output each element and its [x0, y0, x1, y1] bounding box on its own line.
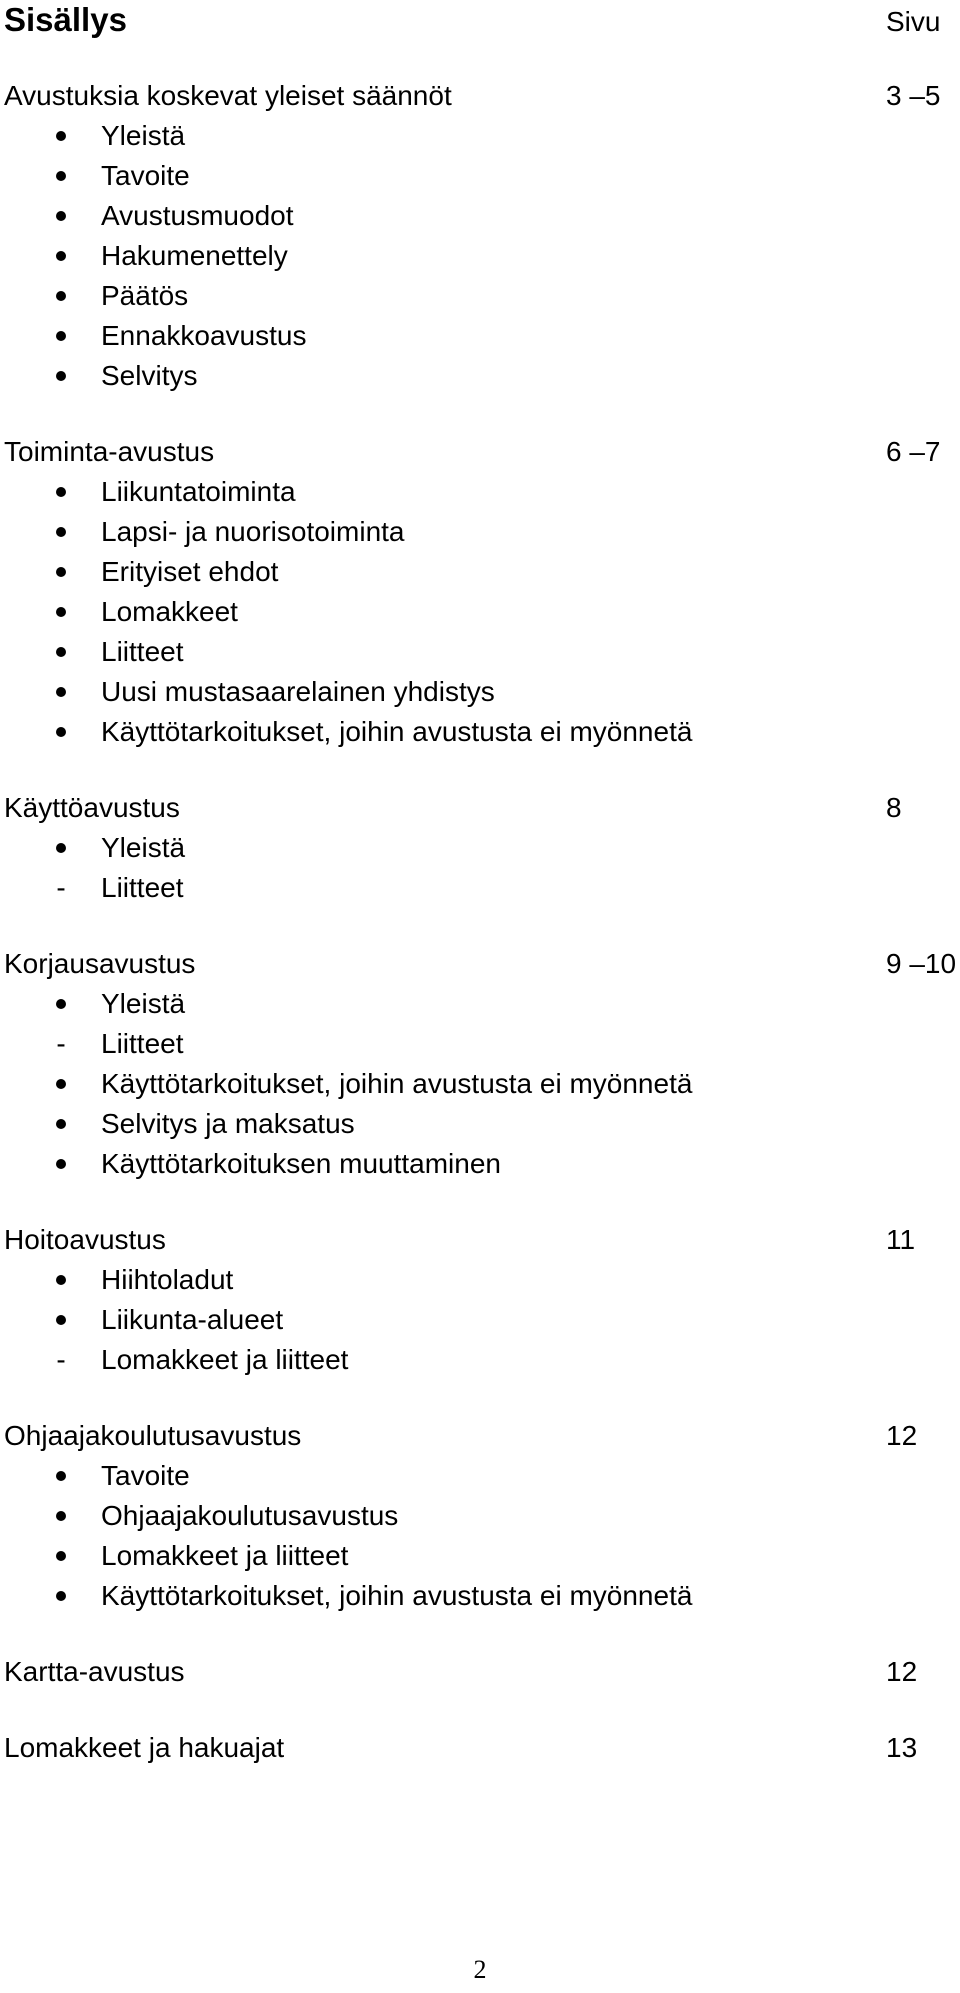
toc-list-item — [0, 672, 960, 712]
section-title: Korjausavustus — [4, 948, 196, 979]
bullet-icon — [50, 1456, 72, 1481]
bullet-icon — [50, 156, 72, 181]
toc-list-item — [0, 1260, 960, 1300]
toc-section-heading — [0, 1728, 960, 1768]
bullet-icon — [50, 1300, 72, 1325]
list-item-label: Yleistä — [101, 988, 186, 1019]
toc-list-item — [0, 156, 960, 196]
list-item-label: Liikunta-alueet — [101, 1304, 284, 1335]
toc-list-item — [0, 1536, 960, 1576]
list-item-label: Käyttötarkoitukset, joihin avustusta ei myönnetä — [101, 716, 693, 747]
section-title: Hoitoavustus — [4, 1224, 166, 1255]
list-item-label: Ennakkoavustus — [101, 320, 307, 351]
section-title: Toiminta-avustus — [4, 436, 215, 467]
table-of-contents — [0, 76, 960, 1804]
section-title: Ohjaajakoulutusavustus — [4, 1420, 302, 1451]
bullet-icon — [50, 356, 72, 381]
list-item-label: Liitteet — [101, 636, 184, 667]
bullet-icon — [50, 1260, 72, 1285]
section-title: Käyttöavustus — [4, 792, 180, 823]
toc-section-heading — [0, 76, 960, 116]
toc-section-heading — [0, 788, 960, 828]
toc-list-item — [0, 1496, 960, 1536]
page-column-label: Sivu — [886, 6, 941, 37]
list-item-label: Lomakkeet — [101, 596, 238, 627]
toc-list-item — [0, 512, 960, 552]
list-item-label: Käyttötarkoituksen muuttaminen — [101, 1148, 501, 1179]
toc-section-heading — [0, 1652, 960, 1692]
section-page-range: 13 — [886, 1732, 918, 1763]
list-item-label: Tavoite — [101, 1460, 190, 1491]
list-item-label: Tavoite — [101, 160, 190, 191]
bullet-icon — [50, 1576, 72, 1601]
list-item-label: Avustusmuodot — [101, 200, 294, 231]
toc-title: Sisällys — [4, 1, 127, 38]
toc-list-item — [0, 984, 960, 1024]
toc-list-item — [0, 868, 960, 908]
list-item-label: Erityiset ehdot — [101, 556, 279, 587]
list-item-label: Lomakkeet ja liitteet — [101, 1344, 349, 1375]
list-item-label: Selvitys — [101, 360, 198, 391]
toc-section-heading — [0, 1416, 960, 1456]
bullet-icon — [50, 984, 72, 1009]
list-item-label: Liitteet — [101, 1028, 184, 1059]
section-page-range: 12 — [886, 1420, 918, 1451]
toc-list-item — [0, 828, 960, 868]
toc-list-item — [0, 236, 960, 276]
toc-list-item — [0, 1456, 960, 1496]
toc-list-item — [0, 712, 960, 752]
bullet-icon — [50, 196, 72, 221]
bullet-icon — [50, 472, 72, 497]
section-page-range: 11 — [886, 1224, 916, 1255]
dash-icon — [50, 1340, 72, 1380]
toc-section — [0, 1728, 960, 1768]
bullet-icon — [50, 276, 72, 301]
toc-section — [0, 944, 960, 1184]
bullet-icon — [50, 1104, 72, 1129]
bullet-icon — [50, 512, 72, 537]
toc-list-item — [0, 1300, 960, 1340]
list-item-label: Selvitys ja maksatus — [101, 1108, 355, 1139]
bullet-icon — [50, 592, 72, 617]
bullet-icon — [50, 552, 72, 577]
bullet-icon — [50, 1496, 72, 1521]
list-item-label: Käyttötarkoitukset, joihin avustusta ei myönnetä — [101, 1068, 693, 1099]
dash-icon — [50, 868, 72, 908]
list-item-label: Yleistä — [101, 120, 186, 151]
toc-list-item — [0, 1024, 960, 1064]
list-item-label: Käyttötarkoitukset, joihin avustusta ei myönnetä — [101, 1580, 693, 1611]
list-item-label: Lomakkeet ja liitteet — [101, 1540, 349, 1571]
section-title: Avustuksia koskevat yleiset säännöt — [4, 80, 452, 111]
bullet-icon — [50, 1064, 72, 1089]
bullet-icon — [50, 632, 72, 657]
toc-header — [0, 0, 960, 50]
toc-list-item — [0, 1576, 960, 1616]
page-number: 2 — [473, 1955, 487, 1984]
section-page-range: 3 –5 — [886, 80, 941, 111]
toc-section — [0, 432, 960, 752]
bullet-icon — [50, 672, 72, 697]
toc-list-item — [0, 1340, 960, 1380]
toc-section — [0, 76, 960, 396]
toc-list-item — [0, 276, 960, 316]
list-item-label: Hakumenettely — [101, 240, 288, 271]
toc-list-item — [0, 1104, 960, 1144]
list-item-label: Hiihtoladut — [101, 1264, 234, 1295]
toc-section — [0, 788, 960, 908]
toc-section-heading — [0, 944, 960, 984]
toc-section-heading — [0, 1220, 960, 1260]
section-title: Lomakkeet ja hakuajat — [4, 1732, 285, 1763]
list-item-label: Ohjaajakoulutusavustus — [101, 1500, 399, 1531]
list-item-label: Päätös — [101, 280, 189, 311]
toc-list-item — [0, 356, 960, 396]
toc-list-item — [0, 1064, 960, 1104]
toc-section — [0, 1652, 960, 1692]
toc-list-item — [0, 472, 960, 512]
dash-icon — [50, 1024, 72, 1064]
list-item-label: Uusi mustasaarelainen yhdistys — [101, 676, 495, 707]
toc-section — [0, 1220, 960, 1380]
toc-list-item — [0, 632, 960, 672]
list-item-label: Liikuntatoiminta — [101, 476, 296, 507]
list-item-label: Yleistä — [101, 832, 186, 863]
bullet-icon — [50, 116, 72, 141]
bullet-icon — [50, 828, 72, 853]
bullet-icon — [50, 1536, 72, 1561]
toc-list-item — [0, 1144, 960, 1184]
toc-list-item — [0, 116, 960, 156]
section-page-range: 12 — [886, 1656, 918, 1687]
section-page-range: 9 –10 — [886, 948, 957, 979]
list-item-label: Lapsi- ja nuorisotoiminta — [101, 516, 405, 547]
toc-section — [0, 1416, 960, 1616]
toc-section-heading — [0, 432, 960, 472]
toc-list-item — [0, 552, 960, 592]
toc-list-item — [0, 592, 960, 632]
section-page-range: 8 — [886, 792, 902, 823]
bullet-icon — [50, 1144, 72, 1169]
list-item-label: Liitteet — [101, 872, 184, 903]
section-page-range: 6 –7 — [886, 436, 941, 467]
toc-list-item — [0, 316, 960, 356]
bullet-icon — [50, 712, 72, 737]
toc-list-item — [0, 196, 960, 236]
bullet-icon — [50, 236, 72, 261]
section-title: Kartta-avustus — [4, 1656, 185, 1687]
bullet-icon — [50, 316, 72, 341]
